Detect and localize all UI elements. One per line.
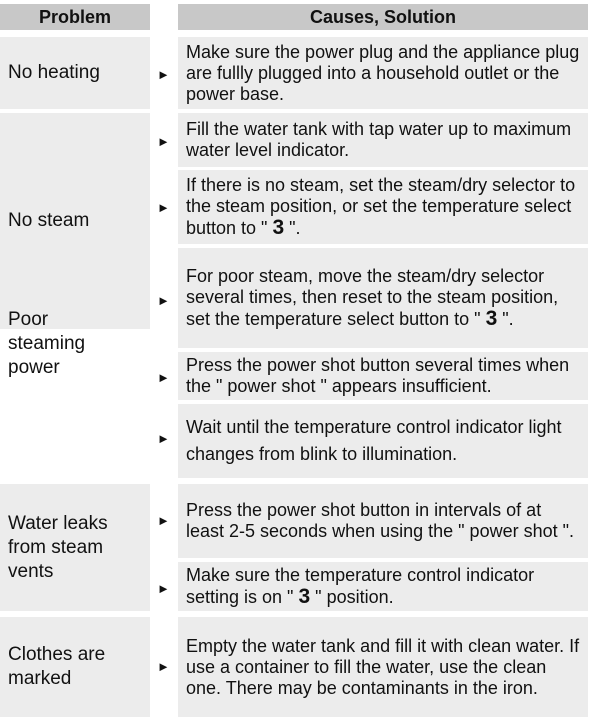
solution-tail: ".: [502, 309, 514, 329]
solution-text: Press the power shot button in intervals of at least 2-5 seconds when using the " power shot ".: [186, 500, 575, 541]
solution-text: Press the power shot button several times when the " power shot " appears insufficient.: [186, 355, 570, 396]
arrow-icon: ►: [157, 67, 170, 82]
solution-item: [178, 484, 588, 558]
problem-column-header: Problem: [0, 4, 150, 30]
solution-item: [178, 562, 588, 611]
setting-number: 3: [272, 216, 285, 239]
solution-item: [178, 352, 588, 400]
solution-text: Empty the water tank and fill it with clean water. If use a container to fill the water, use the clean one. There may be contaminants in the iron.: [186, 635, 580, 698]
causes-column-header: Causes, Solution: [178, 4, 588, 30]
arrow-icon: ►: [157, 200, 170, 215]
solution-item: [178, 617, 588, 717]
solution-text: Make sure the temperature control indicator setting is on ": [186, 565, 535, 607]
solution-tail: ".: [289, 218, 301, 238]
solution-text: Fill the water tank with tap water up to maximum water level indicator.: [186, 119, 572, 160]
solution-text: If there is no steam, set the steam/dry selector to the steam position, or set the temperature select button to ": [186, 175, 576, 238]
problem-water-leaks: [0, 484, 150, 611]
solution-text: Wait until the temperature control indicator light changes from blink to illumination.: [186, 417, 562, 464]
problem-label: No steam: [8, 210, 90, 231]
solution-item: [178, 113, 588, 167]
arrow-icon: ►: [157, 513, 170, 528]
solution-text: For poor steam, move the steam/dry selector several times, then reset to the steam position, set the temperature select button to ": [186, 266, 559, 329]
problem-poor-steaming-power: [0, 260, 150, 478]
setting-number: 3: [485, 307, 498, 330]
problem-label: Water leaks from steam vents: [8, 512, 108, 582]
arrow-icon: ►: [157, 293, 170, 308]
problem-clothes-marked: [0, 617, 150, 717]
arrow-icon: ►: [157, 431, 170, 446]
solution-item: [178, 37, 588, 109]
solution-tail: " position.: [315, 587, 394, 607]
solution-item: [178, 248, 588, 348]
solution-item: [178, 404, 588, 478]
problem-no-heating: [0, 37, 150, 109]
arrow-icon: ►: [157, 659, 170, 674]
solution-item: [178, 170, 588, 244]
problem-label: Poor steaming power: [8, 309, 86, 378]
arrow-icon: ►: [157, 370, 170, 385]
solution-text: Make sure the power plug and the appliance plug are fullly plugged into a household outlet or the power base.: [186, 41, 580, 104]
problem-label: No heating: [8, 62, 100, 83]
arrow-icon: ►: [157, 134, 170, 149]
arrow-icon: ►: [157, 581, 170, 596]
setting-number: 3: [298, 585, 311, 608]
problem-label: Clothes are marked: [8, 644, 106, 689]
